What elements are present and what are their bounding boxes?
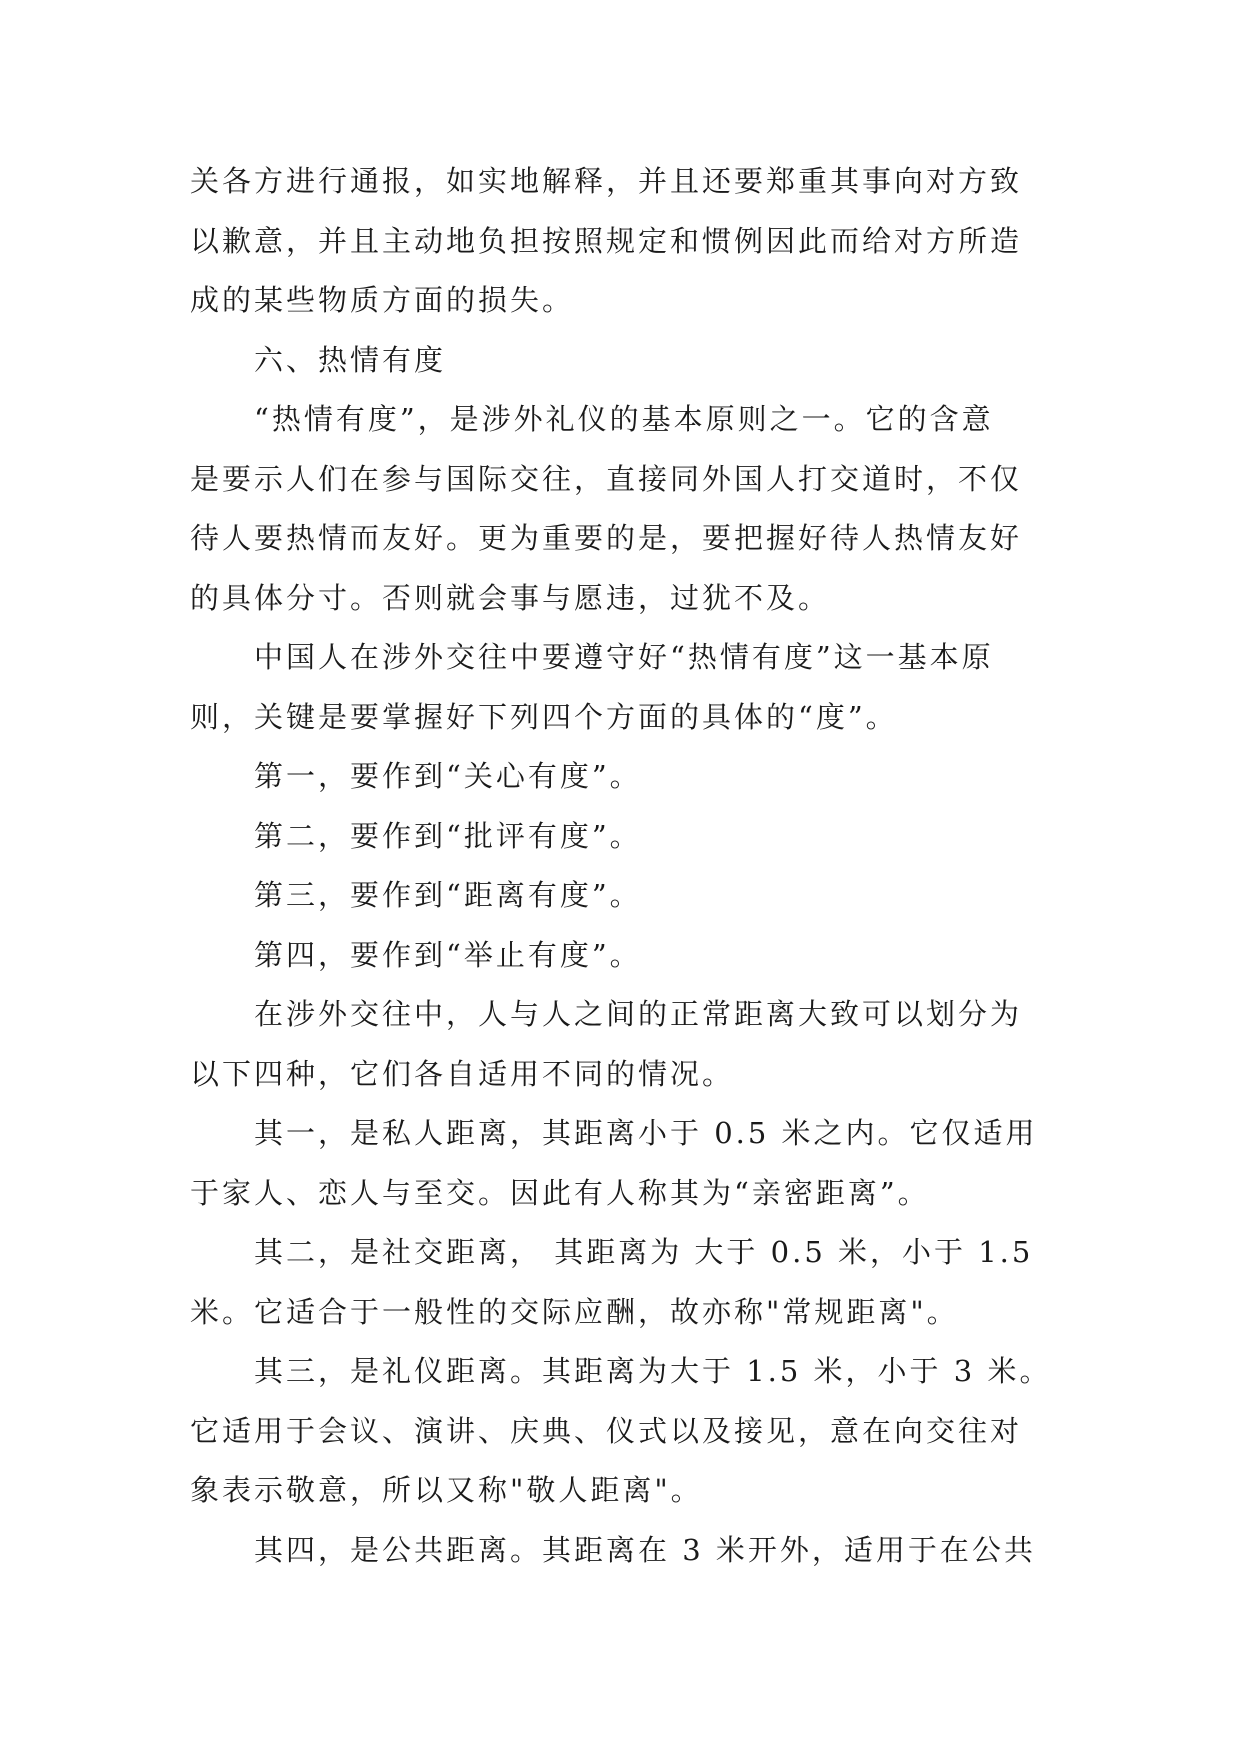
list-item: 第三，要作到“距离有度”。 bbox=[254, 878, 642, 912]
text-line: 关各方进行通报，如实地解释，并且还要郑重其事向对方致 bbox=[190, 164, 1023, 198]
section-heading: 六、热情有度 bbox=[254, 342, 447, 377]
text-line: 其三，是礼仪距离。其距离为大于 1.5 米，小于 3 米。 bbox=[254, 1354, 1052, 1388]
list-item: 第四，要作到“举止有度”。 bbox=[254, 937, 642, 972]
text-line: 于家人、恋人与至交。因此有人称其为“亲密距离”。 bbox=[190, 1175, 930, 1210]
text-line: 待人要热情而友好。更为重要的是，要把握好待人热情友好 bbox=[190, 521, 1023, 555]
text-line: 中国人在涉外交往中要遵守好“热情有度”这一基本原 bbox=[254, 640, 994, 674]
text-line: 则，关键是要掌握好下列四个方面的具体的“度”。 bbox=[190, 699, 898, 734]
list-item: 第二，要作到“批评有度”。 bbox=[254, 818, 642, 853]
document-body bbox=[190, 152, 1070, 1580]
text-line: 象表示敬意，所以又称"敬人距离"。 bbox=[190, 1473, 703, 1507]
text-line: 米。它适合于一般性的交际应酬，故亦称"常规距离"。 bbox=[190, 1294, 959, 1329]
text-line: 以下四种，它们各自适用不同的情况。 bbox=[190, 1056, 735, 1091]
text-line: 其二，是社交距离， 其距离为 大于 0.5 米，小于 1.5 bbox=[254, 1235, 1034, 1269]
text-line: 其一，是私人距离，其距离小于 0.5 米之内。它仅适用 bbox=[254, 1116, 1038, 1150]
text-line: 其四，是公共距离。其距离在 3 米开外，适用于在公共 bbox=[254, 1532, 1036, 1567]
text-line: 是要示人们在参与国际交往，直接同外国人打交道时，不仅 bbox=[190, 461, 1023, 496]
text-line: 的具体分寸。否则就会事与愿违，过犹不及。 bbox=[190, 580, 831, 615]
text-line: 它适用于会议、演讲、庆典、仪式以及接见，意在向交往对 bbox=[190, 1413, 1023, 1448]
text-line: “热情有度”，是涉外礼仪的基本原则之一。它的含意 bbox=[254, 402, 994, 436]
text-line: 在涉外交往中，人与人之间的正常距离大致可以划分为 bbox=[254, 997, 1023, 1031]
text-line: 以歉意，并且主动地负担按照规定和惯例因此而给对方所造 bbox=[190, 223, 1023, 258]
text-line: 成的某些物质方面的损失。 bbox=[190, 283, 575, 317]
list-item: 第一，要作到“关心有度”。 bbox=[254, 759, 642, 793]
